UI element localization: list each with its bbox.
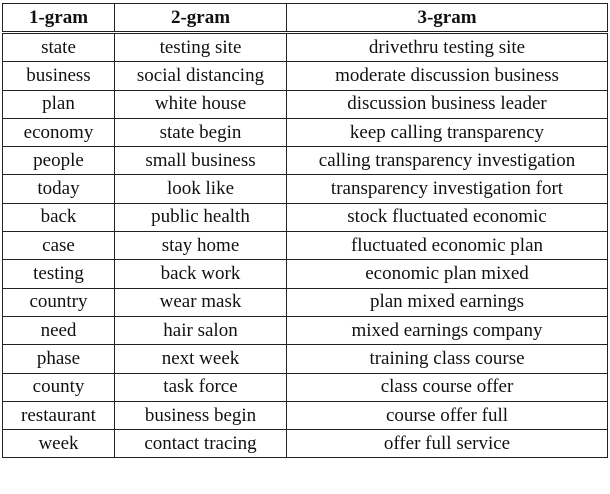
table-body: [3, 33, 608, 458]
header-3-gram: 3-gram: [287, 4, 608, 33]
cell-3-gram: transparency investigation fort: [287, 175, 608, 203]
cell-1-gram: state: [3, 33, 115, 62]
table-row: [3, 118, 608, 146]
cell-2-gram: social distancing: [115, 62, 287, 90]
table-row: [3, 373, 608, 401]
table-row: [3, 147, 608, 175]
cell-1-gram: country: [3, 288, 115, 316]
cell-3-gram: economic plan mixed: [287, 260, 608, 288]
cell-2-gram: hair salon: [115, 316, 287, 344]
header-1-gram: 1-gram: [3, 4, 115, 33]
table-row: [3, 175, 608, 203]
cell-1-gram: people: [3, 147, 115, 175]
table-row: [3, 288, 608, 316]
cell-2-gram: wear mask: [115, 288, 287, 316]
cell-2-gram: state begin: [115, 118, 287, 146]
ngram-table: [2, 3, 608, 458]
cell-1-gram: need: [3, 316, 115, 344]
table-row: [3, 345, 608, 373]
table-row: [3, 62, 608, 90]
cell-2-gram: stay home: [115, 232, 287, 260]
table-row: [3, 260, 608, 288]
cell-2-gram: contact tracing: [115, 430, 287, 458]
cell-3-gram: training class course: [287, 345, 608, 373]
table-row: [3, 401, 608, 429]
cell-1-gram: county: [3, 373, 115, 401]
cell-3-gram: offer full service: [287, 430, 608, 458]
cell-3-gram: stock fluctuated economic: [287, 203, 608, 231]
cell-1-gram: plan: [3, 90, 115, 118]
cell-2-gram: back work: [115, 260, 287, 288]
cell-3-gram: calling transparency investigation: [287, 147, 608, 175]
cell-3-gram: plan mixed earnings: [287, 288, 608, 316]
cell-3-gram: fluctuated economic plan: [287, 232, 608, 260]
cell-3-gram: keep calling transparency: [287, 118, 608, 146]
table-row: [3, 90, 608, 118]
cell-3-gram: discussion business leader: [287, 90, 608, 118]
table-row: [3, 203, 608, 231]
cell-1-gram: phase: [3, 345, 115, 373]
cell-1-gram: today: [3, 175, 115, 203]
cell-1-gram: week: [3, 430, 115, 458]
cell-2-gram: white house: [115, 90, 287, 118]
table-row: [3, 430, 608, 458]
cell-2-gram: small business: [115, 147, 287, 175]
cell-1-gram: back: [3, 203, 115, 231]
header-2-gram: 2-gram: [115, 4, 287, 33]
cell-3-gram: class course offer: [287, 373, 608, 401]
cell-3-gram: drivethru testing site: [287, 33, 608, 62]
cell-2-gram: business begin: [115, 401, 287, 429]
cell-2-gram: next week: [115, 345, 287, 373]
cell-2-gram: testing site: [115, 33, 287, 62]
cell-3-gram: mixed earnings company: [287, 316, 608, 344]
cell-2-gram: public health: [115, 203, 287, 231]
table-row: [3, 316, 608, 344]
cell-3-gram: moderate discussion business: [287, 62, 608, 90]
cell-3-gram: course offer full: [287, 401, 608, 429]
header-row: [3, 4, 608, 33]
cell-2-gram: task force: [115, 373, 287, 401]
table-row: [3, 33, 608, 62]
table-row: [3, 232, 608, 260]
cell-1-gram: testing: [3, 260, 115, 288]
cell-2-gram: look like: [115, 175, 287, 203]
cell-1-gram: case: [3, 232, 115, 260]
cell-1-gram: economy: [3, 118, 115, 146]
cell-1-gram: business: [3, 62, 115, 90]
cell-1-gram: restaurant: [3, 401, 115, 429]
